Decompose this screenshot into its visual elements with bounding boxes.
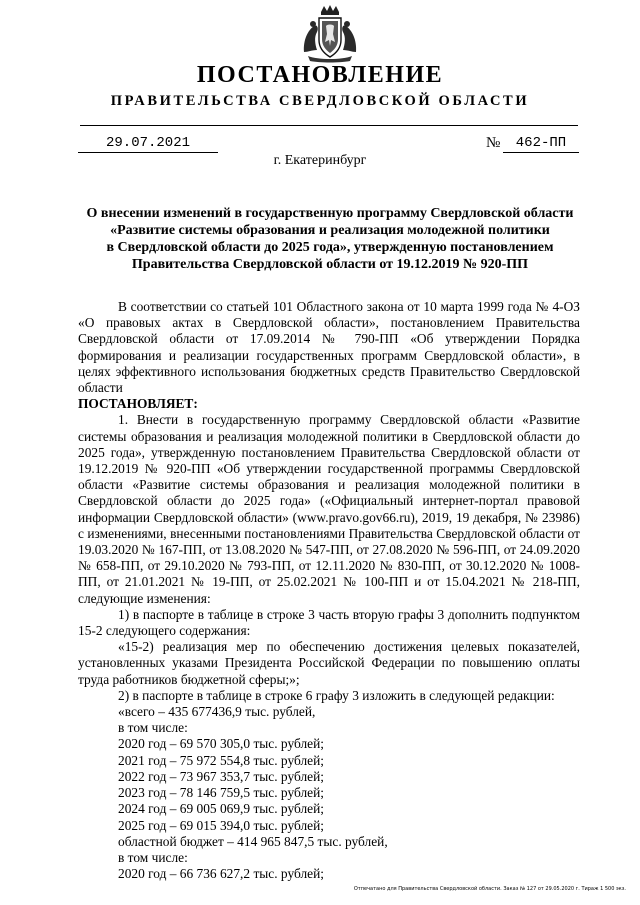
document-title: ПОСТАНОВЛЕНИЕ bbox=[196, 62, 444, 88]
decree-number: 462-ПП bbox=[503, 135, 579, 153]
subitem-2-paragraph: 2) в паспорте в таблице в строке 6 графу 3 изложить в следующей редакции: bbox=[118, 687, 555, 703]
decree-body bbox=[78, 299, 580, 882]
year-funding: 2021 год – 75 972 554,8 тыс. рублей; bbox=[118, 752, 324, 768]
decree-date: 29.07.2021 bbox=[78, 135, 218, 153]
year-funding: 2020 год – 69 570 305,0 тыс. рублей; bbox=[118, 736, 324, 752]
total-funding: «всего – 435 677436,9 тыс. рублей, bbox=[118, 704, 316, 720]
year-funding: 2024 год – 69 005 069,9 тыс. рублей; bbox=[118, 801, 324, 817]
including-label: в том числе: bbox=[118, 849, 188, 865]
regional-year-funding: 2020 год – 66 736 627,2 тыс. рублей; bbox=[118, 866, 324, 882]
subject-line: в Свердловской области до 2025 года», утвержденную постановлением bbox=[106, 240, 554, 255]
intro-paragraph: В соответствии со статьей 101 Областного закона от 10 марта 1999 года № 4-ОЗ «О правовых актах в Свердловской области», постановлением Правительства Свердловской области от 17.09.2014 № 790-ПП «Об утверждении Порядка формирования и реализации государственных программ Свердловской области», в целях эффективного использования бюджетных средств Правительство Свердловской области bbox=[78, 299, 580, 396]
city: г. Екатеринбург bbox=[273, 153, 367, 168]
subitem-1-text: «15-2) реализация мер по обеспечению достижения целевых показателей, установленных указами Президента Российской Федерации по повышению оплаты труда работников бюджетной сферы;»; bbox=[78, 639, 580, 687]
subject-line: Правительства Свердловской области от 19.12.2019 № 920-ПП bbox=[131, 257, 529, 272]
regional-budget: областной бюджет – 414 965 847,5 тыс. рублей, bbox=[118, 833, 388, 849]
subject-line: «Развитие системы образования и реализация молодежной политики bbox=[110, 223, 550, 238]
subitem-1-paragraph: 1) в паспорте в таблице в строке 3 часть вторую графы 3 дополнить подпунктом 15-2 следующего содержания: bbox=[78, 606, 580, 639]
item-1-paragraph: 1. Внести в государственную программу Свердловской области «Развитие системы образования и реализация молодежной политики в Свердловской области до 2025 года», утвержденную постановлением Правительства Свердловской области от 19.12.2019 № 920-ПП «Об утверждении государственной программы Свердловской области «Развитие системы образования и реализация молодежной политики в Свердловской области до 2025 года» («Официальный интернет-портал правовой информации Свердловской области» (www.pravo.gov66.ru), 2019, 19 декабря, № 23986) с изменениями, внесенными постановлениями Правительства Свердловской области от 19.03.2020 № 167-ПП, от 13.08.2020 № 547-ПП, от 27.08.2020 № 596-ПП, от 24.09.2020 № 658-ПП, от 29.10.2020 № 793-ПП, от 12.11.2020 № 830-ПП, от 30.12.2020 № 1008-ПП, от 21.01.2021 № 19-ПП, от 25.02.2021 № 100-ПП и от 15.04.2021 № 218-ПП, следующие изменения: bbox=[78, 412, 580, 606]
including-label: в том числе: bbox=[118, 720, 188, 736]
year-funding: 2023 год – 78 146 759,5 тыс. рублей; bbox=[118, 785, 324, 801]
issuer-title: ПРАВИТЕЛЬСТВА СВЕРДЛОВСКОЙ ОБЛАСТИ bbox=[110, 93, 530, 109]
decree-resolution: ПОСТАНОВЛЯЕТ: bbox=[78, 396, 198, 412]
coat-of-arms-icon bbox=[300, 4, 360, 64]
year-funding: 2025 год – 69 015 394,0 тыс. рублей; bbox=[118, 817, 324, 833]
decree-subject bbox=[70, 205, 590, 273]
year-funding: 2022 год – 73 967 353,7 тыс. рублей; bbox=[118, 768, 324, 784]
number-label: № bbox=[486, 135, 501, 151]
header-divider bbox=[80, 125, 578, 126]
subject-line: О внесении изменений в государственную программу Свердловской области bbox=[86, 206, 574, 221]
print-note: Отпечатано для Правительства Свердловской области. Заказ № 127 от 29.05.2020 г. Тираж 1 500 экз. bbox=[353, 886, 626, 892]
